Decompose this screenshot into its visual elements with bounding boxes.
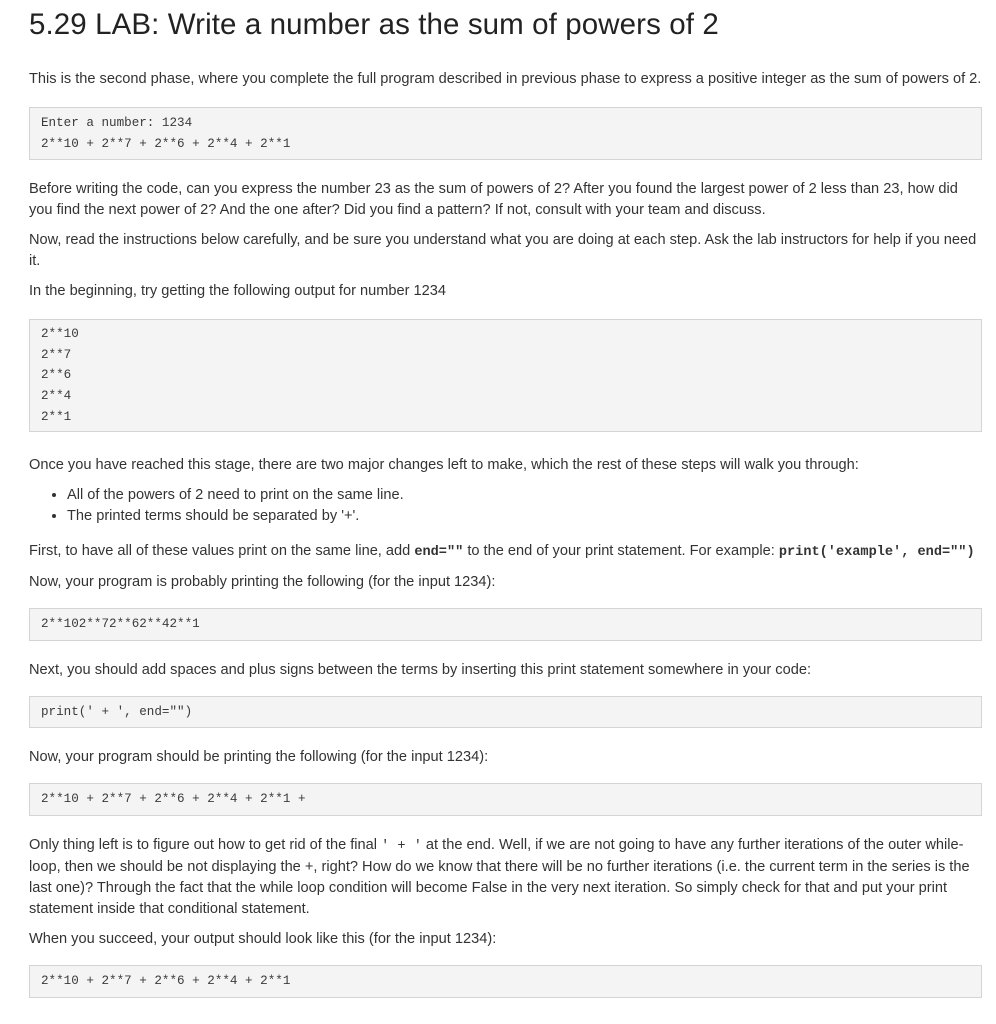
before-paragraph: Before writing the code, can you express the number 23 as the sum of powers of 2? After you found the largest power of 2 less than 23, how did you find the next power of 2? And the one after? Did you find a pattern? If not, consult with your team and discuss. (29, 181, 958, 219)
powers-output-code-block (29, 319, 982, 432)
code-line: 2**6 (41, 368, 72, 383)
only-thing-paragraph (29, 835, 982, 920)
text: at the end. Well, if we are not going to have any further iterations of the outer while-loop, then we should be not displaying the +, right? How do we know that there will be no further iterations (i.e. the current term in the series is the last one)? Through the fact that the while loop condition will become False in the very next iteration. So simply check for that and put your print statement inside that conditional statement. (29, 836, 970, 917)
succeed-paragraph: When you succeed, your output should look like this (for the input 1234): (29, 930, 497, 947)
code-line: 2**10 (41, 327, 79, 342)
should-print-paragraph: Now, your program should be printing the following (for the input 1234): (29, 749, 489, 766)
text: Only thing left is to figure out how to get rid of the final (29, 836, 382, 853)
instructions-paragraph: Now, read the instructions below carefully, and be sure you understand what you are doing at each step. Ask the lab instructors for help if you need it. (29, 232, 977, 270)
print-statement-code-block: print(' + ', end="") (29, 696, 982, 729)
final-output-code-block: 2**10 + 2**7 + 2**6 + 2**4 + 2**1 (29, 965, 982, 998)
code-line: Enter a number: 1234 (41, 116, 193, 130)
intro-paragraph: This is the second phase, where you complete the full program described in previous phase to express a positive integer as the sum of powers of 2. (29, 71, 982, 87)
trailing-plus-code-block: 2**10 + 2**7 + 2**6 + 2**4 + 2**1 + (29, 783, 982, 816)
sample-io-code-block (29, 107, 982, 160)
text: to the end of your print statement. For example: (463, 543, 779, 560)
list-item: • The printed terms should be separated by '+'. (67, 506, 982, 527)
now-printing-paragraph: Now, your program is probably printing the following (for the input 1234): (29, 574, 496, 591)
inline-code-end: end="" (414, 545, 464, 561)
code-line: 2**1 (41, 409, 72, 424)
code-line: 2**4 (41, 388, 72, 403)
inline-code-plus: ' + ' (381, 838, 422, 854)
beginning-paragraph: In the beginning, try getting the following output for number 1234 (29, 283, 447, 300)
page-title: 5.29 LAB: Write a number as the sum of powers of 2 (29, 8, 719, 41)
same-line-code-block: 2**102**72**62**42**1 (29, 608, 982, 641)
code-line: 2**10 + 2**7 + 2**6 + 2**4 + 2**1 (41, 136, 291, 151)
list-item: • All of the powers of 2 need to print on the same line. (67, 485, 982, 506)
changes-list (29, 485, 982, 527)
once-paragraph: Once you have reached this stage, there are two major changes left to make, which the rest of these steps will walk you through: (29, 457, 859, 474)
next-paragraph: Next, you should add spaces and plus signs between the terms by inserting this print statement somewhere in your code: (29, 661, 811, 678)
code-line: 2**7 (41, 347, 72, 362)
text: First, to have all of these values print on the same line, add (29, 543, 415, 560)
first-paragraph (29, 541, 982, 563)
inline-code-example: print('example', end="") (778, 545, 975, 561)
